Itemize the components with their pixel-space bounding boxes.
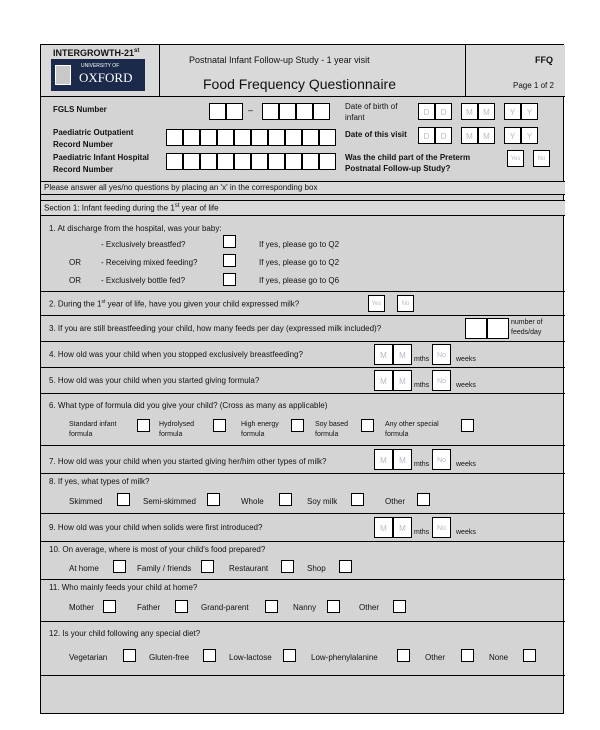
hosp-box[interactable]	[166, 153, 183, 170]
row-divider	[41, 541, 565, 542]
visit-month-box[interactable]: M	[461, 127, 478, 144]
q5-unit: weeks	[456, 382, 476, 389]
q6-option: formula	[69, 431, 93, 438]
visit-year-box[interactable]: Y	[521, 127, 538, 144]
q9-text: 9. How old was your child when solids were first introduced?	[49, 523, 263, 532]
opd-box[interactable]	[166, 129, 183, 146]
q12-option: Other	[425, 653, 446, 662]
q10-option: Family / friends	[137, 564, 192, 573]
q4-month-box[interactable]: M	[374, 344, 393, 365]
dob-month-box[interactable]: M	[478, 103, 495, 120]
q4-text: 4. How old was your child when you stopped exclusively breastfeeding?	[49, 350, 303, 359]
q10-checkbox[interactable]	[281, 560, 294, 573]
hosp-label: Record Number	[53, 165, 114, 174]
visit-day-box[interactable]: D	[418, 127, 435, 144]
q1-or: OR	[69, 276, 81, 285]
row-divider	[41, 341, 565, 342]
q7-unit: weeks	[456, 461, 476, 468]
row-divider	[41, 513, 565, 514]
opd-label: Paediatric Outpatient	[53, 128, 134, 137]
q1-or: OR	[69, 258, 81, 267]
q10-option: At home	[69, 564, 99, 573]
opd-box[interactable]	[183, 129, 200, 146]
q6-checkbox[interactable]	[213, 419, 226, 432]
q12-option: Low-phenylalanine	[311, 653, 378, 662]
hosp-box[interactable]	[285, 153, 302, 170]
study-code: INTERGROWTH-21st	[53, 48, 140, 58]
fgls-box[interactable]	[279, 103, 296, 120]
q3-unit: number of	[511, 319, 543, 326]
q9-month-box[interactable]: M	[374, 517, 393, 538]
q12-option: Vegetarian	[69, 653, 108, 662]
q11-checkbox[interactable]	[393, 600, 406, 613]
fgls-box[interactable]	[313, 103, 330, 120]
q11-text: 11. Who mainly feeds your child at home?	[49, 583, 198, 592]
q8-option: Soy milk	[307, 497, 338, 506]
q1-note: If yes, please go to Q2	[259, 258, 340, 267]
q6-option: Hydrolysed	[159, 421, 195, 428]
q11-option: Grand-parent	[201, 603, 249, 612]
q7-text: 7. How old was your child when you started giving her/him other types of milk?	[49, 457, 327, 466]
q1-option: - Exclusively breastfed?	[101, 240, 186, 249]
q10-text: 10. On average, where is most of your child's food prepared?	[49, 545, 266, 554]
q9-week-box[interactable]: No	[432, 517, 451, 538]
q6-checkbox[interactable]	[361, 419, 374, 432]
q1-note: If yes, please go to Q6	[259, 276, 340, 285]
q1-checkbox[interactable]	[223, 273, 236, 286]
dob-year-box[interactable]: Y	[521, 103, 538, 120]
q11-option: Mother	[69, 603, 94, 612]
opd-label: Record Number	[53, 140, 114, 149]
fgls-dash: –	[248, 105, 254, 115]
dob-day-box[interactable]: D	[435, 103, 452, 120]
q9-month-box[interactable]: M	[393, 517, 412, 538]
q5-week-box[interactable]: No	[432, 370, 451, 391]
q3-unit: feeds/day	[511, 329, 542, 336]
hosp-box[interactable]	[251, 153, 268, 170]
oxford-logo	[51, 59, 145, 91]
hosp-box[interactable]	[302, 153, 319, 170]
fgls-box[interactable]	[296, 103, 313, 120]
visit-month-box[interactable]: M	[478, 127, 495, 144]
q8-text: 8. If yes, what types of milk?	[49, 477, 150, 486]
q12-checkbox[interactable]	[461, 649, 474, 662]
q8-checkbox[interactable]	[279, 493, 292, 506]
q12-option: None	[489, 653, 509, 662]
q11-checkbox[interactable]	[327, 600, 340, 613]
hosp-box[interactable]	[234, 153, 251, 170]
q6-option: Any other special	[385, 421, 439, 428]
q8-option: Skimmed	[69, 497, 103, 506]
study-title: Postnatal Infant Follow-up Study - 1 year visit	[189, 55, 370, 65]
header-divider	[465, 45, 466, 97]
q11-option: Nanny	[293, 603, 317, 612]
opd-box[interactable]	[319, 129, 336, 146]
q8-option: Semi-skimmed	[143, 497, 196, 506]
dob-label: Date of birth of	[345, 102, 398, 111]
q12-option: Gluten-free	[149, 653, 190, 662]
section-bar	[41, 200, 565, 216]
q6-option: Standard infant	[69, 421, 117, 428]
q1-note: If yes, please go to Q2	[259, 240, 340, 249]
q11-checkbox[interactable]	[265, 600, 278, 613]
q1-checkbox[interactable]	[223, 235, 236, 248]
q3-box[interactable]	[487, 318, 509, 339]
opd-box[interactable]	[302, 129, 319, 146]
opd-box[interactable]	[234, 129, 251, 146]
hosp-box[interactable]	[268, 153, 285, 170]
q12-checkbox[interactable]	[523, 649, 536, 662]
q12-checkbox[interactable]	[283, 649, 296, 662]
opd-box[interactable]	[285, 129, 302, 146]
q6-option: High energy	[241, 421, 279, 428]
q7-unit: mths	[414, 461, 430, 468]
dob-year-box[interactable]: Y	[504, 103, 521, 120]
q6-checkbox[interactable]	[461, 419, 474, 432]
q11-option: Other	[359, 603, 380, 612]
logo-big-text: OXFORD	[79, 70, 133, 85]
preterm-no-box[interactable]: No	[533, 150, 550, 167]
q6-checkbox[interactable]	[291, 419, 304, 432]
q6-text: 6. What type of formula did you give your child? (Cross as many as applicable)	[49, 401, 328, 410]
dob-month-box[interactable]: M	[461, 103, 478, 120]
q2-yes-box[interactable]: Yes	[368, 295, 385, 312]
preterm-yes-box[interactable]: Yes	[507, 150, 524, 167]
q4-unit: weeks	[456, 356, 476, 363]
row-divider	[41, 675, 565, 676]
q1-text: 1. At discharge from the hospital, was your baby:	[49, 224, 222, 233]
row-divider	[41, 621, 565, 622]
q3-box[interactable]	[465, 318, 487, 339]
q12-checkbox[interactable]	[397, 649, 410, 662]
preterm-label: Was the child part of the Preterm	[345, 153, 471, 162]
crest-icon	[55, 65, 71, 85]
hosp-box[interactable]	[183, 153, 200, 170]
opd-box[interactable]	[268, 129, 285, 146]
q2-no-box[interactable]: No	[397, 295, 414, 312]
q1-option: - Exclusively bottle fed?	[101, 276, 186, 285]
row-divider	[41, 473, 565, 474]
q8-checkbox[interactable]	[417, 493, 430, 506]
q4-week-box[interactable]: No	[432, 344, 451, 365]
instruction-bar	[41, 181, 565, 195]
opd-box[interactable]	[251, 129, 268, 146]
visit-day-box[interactable]: D	[435, 127, 452, 144]
q8-checkbox[interactable]	[351, 493, 364, 506]
q5-text: 5. How old was your child when you started giving formula?	[49, 376, 260, 385]
opd-box[interactable]	[217, 129, 234, 146]
visit-year-box[interactable]: Y	[504, 127, 521, 144]
q2-text: 2. During the 1st year of life, have you given your child expressed milk?	[49, 299, 300, 309]
q1-checkbox[interactable]	[223, 254, 236, 267]
row-divider	[41, 315, 565, 316]
q8-checkbox[interactable]	[207, 493, 220, 506]
q6-option: Soy based	[315, 421, 349, 428]
q10-checkbox[interactable]	[339, 560, 352, 573]
q8-checkbox[interactable]	[117, 493, 130, 506]
logo-small-text: UNIVERSITY OF	[81, 63, 120, 69]
q1-option: - Receiving mixed feeding?	[101, 258, 198, 267]
row-divider	[41, 393, 565, 394]
opd-box[interactable]	[200, 129, 217, 146]
q9-unit: weeks	[456, 529, 476, 536]
row-divider	[41, 445, 565, 446]
q10-checkbox[interactable]	[201, 560, 214, 573]
q12-option: Low-lactose	[229, 653, 272, 662]
q4-month-box[interactable]: M	[393, 344, 412, 365]
q11-checkbox[interactable]	[175, 600, 188, 613]
section-title: Section 1: Infant feeding during the 1st year of life	[44, 203, 219, 213]
q6-option: formula	[159, 431, 183, 438]
q12-text: 12. Is your child following any special diet?	[49, 629, 201, 638]
q12-checkbox[interactable]	[203, 649, 216, 662]
q10-option: Shop	[307, 564, 326, 573]
fgls-label: FGLS Number	[53, 105, 107, 114]
q12-checkbox[interactable]	[123, 649, 136, 662]
q8-option: Other	[385, 497, 406, 506]
q6-option: formula	[241, 431, 265, 438]
q6-option: formula	[315, 431, 339, 438]
q7-month-box[interactable]: M	[374, 449, 393, 470]
q6-option: formula	[385, 431, 409, 438]
q6-checkbox[interactable]	[137, 419, 150, 432]
q8-option: Whole	[241, 497, 264, 506]
instruction-text: Please answer all yes/no questions by placing an 'x' in the corresponding box	[44, 183, 318, 192]
fgls-box[interactable]	[262, 103, 279, 120]
q11-checkbox[interactable]	[103, 600, 116, 613]
q3-text: 3. If you are still breastfeeding your child, how many feeds per day (expressed milk included)?	[49, 324, 382, 333]
row-divider	[41, 291, 565, 292]
row-divider	[41, 367, 565, 368]
form-code: FFQ	[535, 55, 553, 65]
row-divider	[41, 579, 565, 580]
q11-option: Father	[137, 603, 161, 612]
q10-option: Restaurant	[229, 564, 269, 573]
q4-unit: mths	[414, 356, 430, 363]
q7-week-box[interactable]: No	[432, 449, 451, 470]
dob-day-box[interactable]: D	[418, 103, 435, 120]
fgls-box[interactable]	[209, 103, 226, 120]
page-label: Page 1 of 2	[513, 81, 554, 90]
hosp-box[interactable]	[217, 153, 234, 170]
q5-unit: mths	[414, 382, 430, 389]
form-header	[41, 45, 565, 97]
hosp-box[interactable]	[319, 153, 336, 170]
fgls-box[interactable]	[226, 103, 243, 120]
q5-month-box[interactable]: M	[393, 370, 412, 391]
q7-month-box[interactable]: M	[393, 449, 412, 470]
hosp-box[interactable]	[200, 153, 217, 170]
q10-checkbox[interactable]	[113, 560, 126, 573]
hosp-label: Paediatric Infant Hospital	[53, 153, 150, 162]
form-page	[40, 44, 564, 714]
form-title: Food Frequency Questionnaire	[203, 76, 396, 92]
preterm-label: Postnatal Follow-up Study?	[345, 164, 451, 173]
dob-label: infant	[345, 113, 365, 122]
q9-unit: mths	[414, 529, 430, 536]
q5-month-box[interactable]: M	[374, 370, 393, 391]
visit-label: Date of this visit	[345, 130, 407, 139]
header-divider	[159, 45, 160, 97]
